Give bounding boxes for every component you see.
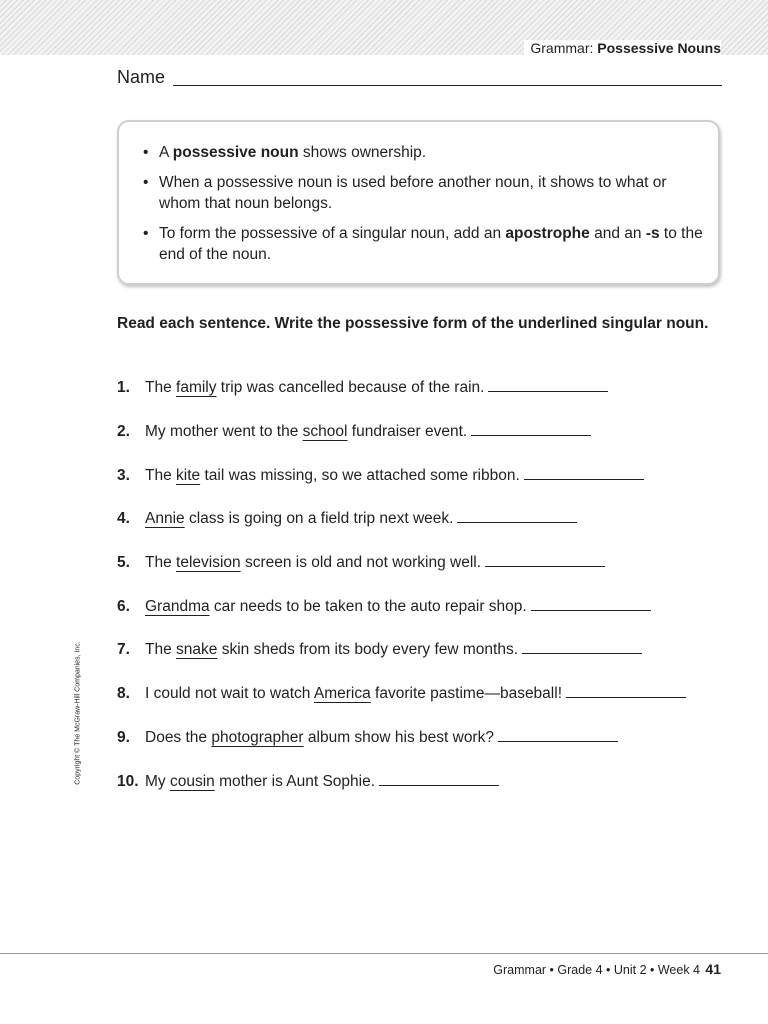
page-number: 41 xyxy=(705,961,721,977)
rules-list xyxy=(143,142,703,274)
answer-blank[interactable] xyxy=(531,609,651,611)
rule-text: To form the possessive of a singular noun, add an xyxy=(159,225,506,242)
rule-item xyxy=(143,142,703,163)
sentence-start: The xyxy=(145,379,177,396)
sentence-end: mother is Aunt Sophie. xyxy=(214,773,376,790)
answer-blank[interactable] xyxy=(524,478,644,480)
item-sentence xyxy=(145,464,644,488)
item-sentence xyxy=(145,551,605,575)
header-topic: Possessive Nouns xyxy=(597,40,721,56)
answer-blank[interactable] xyxy=(471,434,591,436)
sentence-end: album show his best work? xyxy=(303,729,494,746)
name-row xyxy=(117,67,722,91)
underlined-noun: kite xyxy=(176,467,201,484)
answer-blank[interactable] xyxy=(566,696,686,698)
item-number: 8. xyxy=(117,685,130,702)
sentence-start: My xyxy=(145,773,170,790)
sentence-end: screen is old and not working well. xyxy=(240,554,482,571)
rule-keyword: possessive noun xyxy=(172,144,299,161)
page-header xyxy=(524,40,721,56)
item-number: 5. xyxy=(117,554,130,571)
rule-text: to the end of the noun. xyxy=(159,225,703,263)
item-number: 9. xyxy=(117,729,130,746)
sentence-end: favorite pastime—baseball! xyxy=(370,685,562,702)
answer-blank[interactable] xyxy=(522,652,642,654)
sentence-start: The xyxy=(145,554,177,571)
item-number: 3. xyxy=(117,467,130,484)
answer-blank[interactable] xyxy=(457,521,577,523)
item-sentence xyxy=(145,507,577,531)
item-number: 6. xyxy=(117,598,130,615)
answer-blank[interactable] xyxy=(488,390,608,392)
answer-blank[interactable] xyxy=(498,740,618,742)
name-blank[interactable] xyxy=(173,85,722,86)
item-sentence xyxy=(145,770,499,794)
rule-keyword: -s xyxy=(645,225,660,242)
sentence-end: car needs to be taken to the auto repair shop. xyxy=(209,598,527,615)
item-sentence xyxy=(145,638,642,662)
underlined-noun: Annie xyxy=(145,510,185,527)
bullet-icon: • xyxy=(143,225,149,242)
sentence-end: fundraiser event. xyxy=(347,423,468,440)
rule-text: A xyxy=(159,144,173,161)
sentence-end: skin sheds from its body every few months. xyxy=(217,641,519,658)
footer-text: Grammar • Grade 4 • Unit 2 • Week 4 xyxy=(493,963,700,977)
bullet-icon: • xyxy=(143,174,149,191)
item-sentence xyxy=(145,595,651,619)
underlined-noun: snake xyxy=(176,641,218,658)
item-number: 2. xyxy=(117,423,130,440)
rule-text: and an xyxy=(589,225,646,242)
rule-item xyxy=(143,172,703,214)
rule-item xyxy=(143,223,703,265)
item-number: 1. xyxy=(117,379,130,396)
item-sentence xyxy=(145,376,608,400)
rules-box xyxy=(117,120,720,285)
copyright-notice: Copyright © The McGraw-Hill Companies, Inc. xyxy=(74,641,82,785)
rule-keyword: apostrophe xyxy=(505,225,590,242)
rule-text: shows ownership. xyxy=(298,144,427,161)
sentence-end: tail was missing, so we attached some ribbon. xyxy=(200,467,520,484)
answer-blank[interactable] xyxy=(379,784,499,786)
underlined-noun: Grandma xyxy=(145,598,210,615)
underlined-noun: school xyxy=(302,423,348,440)
item-sentence xyxy=(145,682,686,706)
sentence-end: class is going on a field trip next week. xyxy=(184,510,454,527)
item-number: 7. xyxy=(117,641,130,658)
sentence-start: I could not wait to watch xyxy=(145,685,314,702)
header-prefix: Grammar: xyxy=(530,40,598,56)
underlined-noun: cousin xyxy=(169,773,215,790)
underlined-noun: America xyxy=(313,685,371,702)
sentence-start: My mother went to the xyxy=(145,423,303,440)
item-sentence xyxy=(145,726,618,750)
rule-text: When a possessive noun is used before another noun, it shows to what or whom that noun belongs. xyxy=(159,174,667,212)
sentence-end: trip was cancelled because of the rain. xyxy=(216,379,485,396)
underlined-noun: photographer xyxy=(211,729,304,746)
sentence-start: The xyxy=(145,641,177,658)
name-label: Name xyxy=(117,67,166,87)
sentence-start: The xyxy=(145,467,177,484)
underlined-noun: family xyxy=(176,379,217,396)
item-number: 10. xyxy=(117,773,139,790)
sentence-start: Does the xyxy=(145,729,212,746)
instructions: Read each sentence. Write the possessive form of the underlined singular noun. xyxy=(117,315,709,332)
bullet-icon: • xyxy=(143,144,149,161)
underlined-noun: television xyxy=(176,554,241,571)
answer-blank[interactable] xyxy=(485,565,605,567)
footer-divider xyxy=(0,953,768,954)
item-sentence xyxy=(145,420,591,444)
item-number: 4. xyxy=(117,510,130,527)
